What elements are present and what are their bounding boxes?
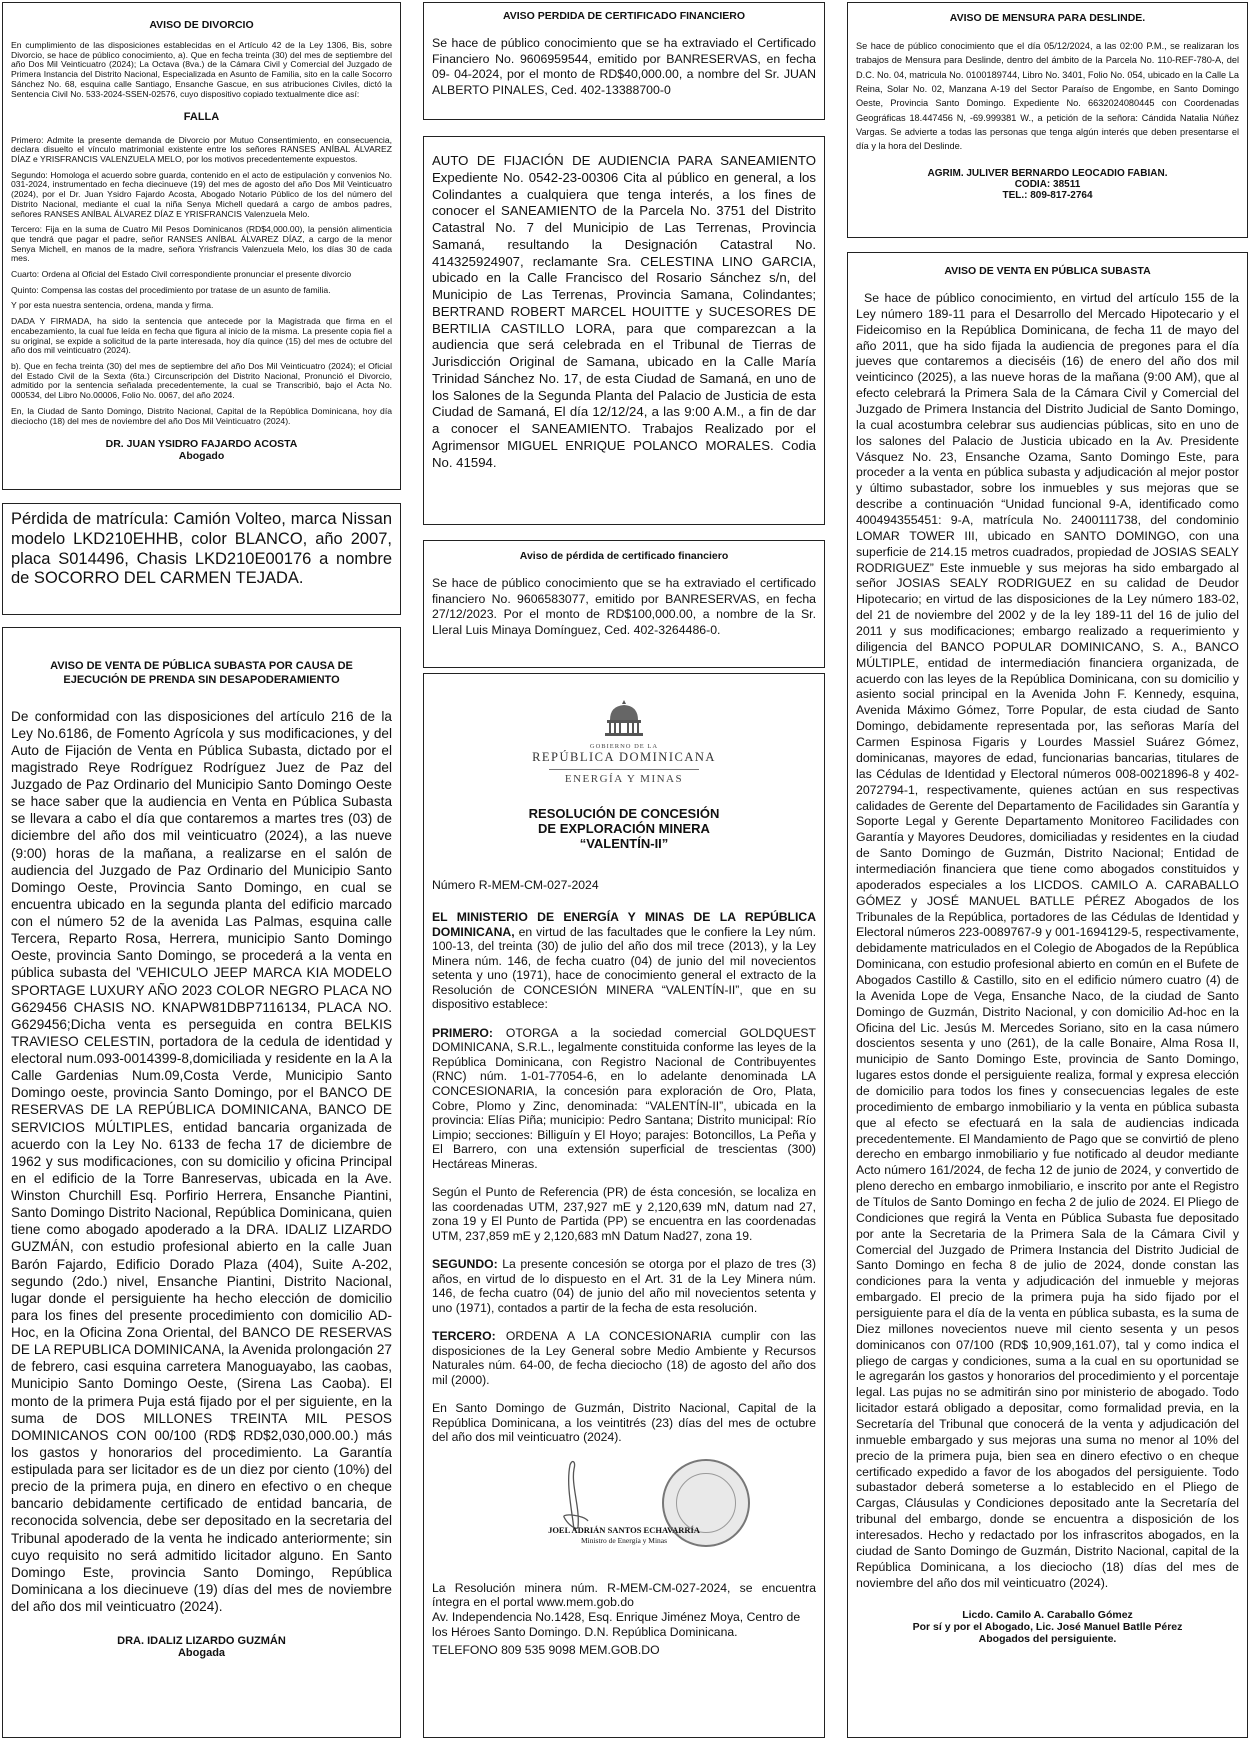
plate-loss-notice (2, 503, 401, 615)
resolution-paragraph (432, 1329, 816, 1387)
certificate-loss-title-1: AVISO PERDIDA DE CERTIFICADO FINANCIERO (502, 10, 746, 22)
property-auction-notice (847, 252, 1248, 1738)
ministry-address: Av. Independencia No.1428, Esq. Enrique Jiménez Moya, Centro de los Héroes Santo Domingo. D.N. República Dominicana. (432, 1610, 801, 1639)
divorce-paragraph: Y por esta nuestra sentencia, ordena, manda y firma. (11, 300, 214, 311)
certificate-loss-notice-2 (423, 540, 825, 668)
ministry-logo (432, 698, 816, 785)
mining-resolution-notice (423, 673, 825, 1738)
certificate-loss-title-2: Aviso de pérdida de certificado financiero (519, 550, 729, 562)
handwritten-signature-icon (544, 1455, 604, 1535)
logo-sub: ENERGÍA Y MINAS (564, 773, 684, 785)
divorce-paragraph: Primero: Admite la presente demanda de Divorcio por Mutuo Consentimiento, en consecuencia, declara disuelto el vínculo matrimonial existente entre los señores RANSES ANÍBAL ÁLVAREZ DÍAZ e YRISFRANCIS VALENZUELA MELO, por los motivos precedentemente expuestos. (11, 134, 392, 165)
pledge-auction-notice (2, 627, 401, 1738)
minister-role: Ministro de Energía y Minas (580, 1535, 668, 1545)
survey-body: Se hace de público conocimiento que el día 05/12/2024, a las 02:00 P.M., se realizaran los trabajos de Mensura para Deslinde, dentro del ámbito de la Parcela No. 110-REF-780-A, del D.C. No. 04, matricula No. 0100189744, Libro No. 3401, Folio No. 054, ubicado en la Calle La Reina, Solar No. 02, Manzana A-19 del Sector Paraíso de Engombe, en Santo Domingo Oeste, Provincia Santo Domingo. Expediente No. 6632024080445 con Coordenadas Geográficas 18.447456 N, -69.999381 W., a petición de la señora: Cándida Natalia Núñez Vargas. Se advierte a todas las personas que tenga algún interés que deben presentarse el día y la hora del Deslinde. (856, 41, 1239, 152)
resolution-number: Número R-MEM-CM-027-2024 (432, 877, 599, 892)
logo-top: GOBIERNO DE LA (589, 743, 659, 750)
divorce-paragraph: Segundo: Homologa el acuerdo sobre guarda, contenido en el acto de estipulación y convenios No. 031-2024, instrumentado en fecha diecinueve (19) del mes de agosto del año Dos Mil Veinticuatro (2024), por el Dr. Juan Ysidro Fajardo Acosta, Abogado Notario Público de los del número del Distrito Nacional, mediante el cual la niña Senya Michell quedará a cargo de ambos padres, señores RANSES ANÍBAL ÁLVAREZ DÍAZ E YRISFRANCIS Valenzuela Melo. (11, 169, 392, 219)
property-auction-title: AVISO DE VENTA EN PÚBLICA SUBASTA (944, 265, 1151, 277)
property-auction-signer-2: Por sí y por el Abogado, Lic. José Manuel Batlle Pérez (912, 1621, 1183, 1634)
minister-name: JOEL ADRIÁN SANTOS ECHAVARRÍA (548, 1524, 700, 1535)
divorce-intro: En cumplimiento de las disposiciones establecidas en el Artículo 42 de la Ley 1306, Bis, sobre Divorcio, se hace de público conocimiento, a). Que en fecha treinta (30) del mes de septiembre del año Dos Mil Veinticuatro (2024); La Octava (8va.) de la Cámara Civil y Comercial del Juzgado de Primera Instancia del Distrito Nacional, Especializada en Asunto de Familia, sito en la calle Socorro Sánchez No. 68, esquina calle Santiago, Ensanche Gascue, en sus atribuciones Civiles, dictó la Sentencia Civil No. 533-2024-SSEN-02576, cuyo dispositivo copiado textualmente dice así: (11, 40, 392, 99)
ministry-phone: TELEFONO 809 535 9098 MEM.GOB.DO (432, 1643, 660, 1658)
divorce-paragraph: DADA Y FIRMADA, ha sido la sentencia que antecede por la Magistrada que firma en el encabezamiento, la cual fue leída en fecha que figura al inicio de la misma. La presente copia fiel a su original, se expide a solicitud de la parte interesada, hoy día quince (15) del mes de octubre del año dos mil veinticuatro (2024). (11, 316, 392, 356)
resolution-ministry-name: EL MINISTERIO DE ENERGÍA Y MINAS DE LA REPÚBLICA DOMINICANA, (432, 910, 816, 939)
sanitation-hearing-notice (423, 136, 825, 525)
resolution-paragraph: Según el Punto de Referencia (PR) de ésta concesión, se localiza en las coordenadas UTM, 237,927 mE y 2,120,639 mN, datum nad 27, zona 19 y El Punto de Partida (PP) se encuentra en las coordenadas UTM, 237,859 mE y 2,120,683 mN Datum Nad27, zona 19. (432, 1185, 816, 1243)
property-auction-signer-3: Abogados del persiguiente. (978, 1633, 1117, 1646)
minister-signature-block (432, 1455, 816, 1567)
resolution-paragraph (432, 1026, 816, 1171)
divorce-paragraph: En, la Ciudad de Santo Domingo, Distrito Nacional, Capital de la República Dominicana, hoy día dieciocho (18) del mes de noviembre del año Dos Mil Veinticuatro (2024). (11, 405, 392, 426)
pledge-auction-signer: DRA. IDALIZ LIZARDO GUZMÁN (117, 1635, 286, 1648)
pledge-auction-body: De conformidad con las disposiciones del artículo 216 de la Ley No.6186, de Fomento Agrícola y sus modificaciones, y del Auto de Fijación de Venta en Pública Subasta, dictado por el magistrado Reye Rodríguez Rodríguez Juez de Paz del Juzgado de Paz Ordinario del Municipio Santo Domingo Oeste se hace saber que la audiencia en Venta en Pública Subasta se llevara a cabo el día que contaremos a martes tres (03) de diciembre del año dos mil veinticuatro (2024), a las nueve (9:00) horas de la mañana, a realizarse en el salón de audiencia del Juzgado de Paz Ordinario del Municipio Santo Domingo Oeste, Provincia Santo Domingo, en cual se encuentra ubicado en la segunda planta del edificio marcado con el número 52 de la avenida Las Palmas, esquina calle Tercera, Reparto Rosa, Herrera, municipio Santo Domingo Oeste, provincia Santo Domingo, se procederá a la venta en pública subasta del 'VEHICULO JEEP MARCA KIA MODELO SPORTAGE LUXURY AÑO 2023 COLOR NEGRO PLACA NO G629456 CHASIS NO. KNAPW81DBP7116134, PLACA NO. G629456;Dicha venta es perseguida en contra BELKIS TRAVIESO CELESTIN, portadora de la cedula de identidad y electoral num.093-0014399-8,domiciliada y residente en la A la Calle Gardenias Num.09,Costa Verde, Municipio Santo Domingo oeste, provincia Santo Domingo, por el BANCO DE RESERVAS DE LA REPÚBLICA DOMINICANA, BANCO DE SERVICIOS MÚLTIPLES, entidad bancaria organizada de acuerdo con la Ley No. 6133 de fecha 17 de diciembre de 1962 y sus modificaciones, con su domicilio y oficina Principal en el edificio de la Torre Banreservas, ubicada en la Ave. Winston Churchill Esq. Porfirio Herrera, Ensanche Piantini, Santo Domingo Distrito Nacional, República Dominicana, quien tiene como abogado apoderado a la DRA. IDALIZ LIZARDO GUZMÁN, con estudio profesional abierto en la calle Juan Barón Fajardo, Edificio Dorado Plaza (404), Suite A-202, segundo (2do.) nivel, Ensanche Piantini, Distrito Nacional, lugar donde el persiguiente ha hecho elección de domicilio para los fines del presente procedimiento con domicilio AD-Hoc, en la Oficina Zona Oriental, del BANCO DE RESERVAS DE LA REPUBLICA DOMINICANA, la Avenida prolongación 27 de febrero, casi esquina carretera Manoguayabo, las caobas, Municipio Santo Domingo Oeste, (Sirena Las Caoba). El monto de la primera Puja está fijado por el per siguiente, en la suma de DOS MILLONES TREINTA MIL PESOS DOMINICANOS CON 00/100 (RD$ RD$2,030,000.00.) más los gastos y honorarios del procedimiento. La Garantía estipulada para ser licitador es de un diez por ciento (10%) del precio de la primera puja, en dinero en efectivo o en cheque bancario debidamente certificado de entidad bancaria, de reconocida solvencia, debe ser depositado en la secretaria del Tribunal apoderado de la venta he indicado anteriormente; sin cuyo requisito no será admitido licitador alguno. En Santo Domingo Este, provincia Santo Domingo, República Dominicana a los diecinueve (19) días del mes de noviembre del año dos mil veinticuatro (2024). (11, 708, 392, 1614)
divorce-signer: DR. JUAN YSIDRO FAJARDO ACOSTA (105, 438, 298, 451)
resolution-article-label: TERCERO: (432, 1329, 496, 1344)
resolution-article-label: PRIMERO: (432, 1025, 493, 1040)
certificate-loss-body-1: Se hace de público conocimiento que se ha extraviado el Certificado Financiero No. 9606959544, emitido por BANRESERVAS, en fecha 09- 04-2024, por el monto de RD$40,000.00, a nombre del Sr. JUAN ALBERTO PINALES, Ced. 402-13388700-0 (432, 36, 816, 98)
resolution-paragraph (432, 1257, 816, 1315)
resolution-title-2: DE EXPLORACIÓN MINERA (538, 820, 710, 836)
resolution-portal-note: La Resolución minera núm. R-MEM-CM-027-2024, se encuentra íntegra en el portal www.mem.gob.do (432, 1580, 816, 1610)
survey-signer: AGRIM. JULIVER BERNARDO LEOCADIO FABIAN. (927, 167, 1168, 179)
divorce-paragraph: Cuarto: Ordena al Oficial del Estado Civil correspondiente pronunciar el presente divorcio (11, 269, 352, 280)
plate-loss-text: Pérdida de matrícula: Camión Volteo, marca Nissan modelo LKD210EHHB, color BLANCO, año 2007, placa S014496, Chasis LKD210E00176 a nombre de SOCORRO DEL CARMEN TEJADA. (11, 510, 392, 588)
survey-notice (847, 2, 1248, 238)
resolution-paragraph (432, 910, 816, 1012)
survey-title: AVISO DE MENSURA PARA DESLINDE. (949, 12, 1146, 24)
resolution-paragraph-text: en virtud de las facultades que le confiere la Ley núm. 100-13, del treinta (30) de julio del año dos mil trece (2013), y la Ley Minera núm. 146, de fecha cuatro (04) de junio del mil novecientos setenta y uno (1971), hace de conocimiento general el extracto de la Resolución de CONCESIÓN MINERA “VALENTÍN-II”, que en su dispositivo establece: (432, 924, 816, 1012)
resolution-title-3: “VALENTÍN-II” (579, 835, 669, 851)
divorce-title: AVISO DE DIVORCIO (149, 19, 254, 31)
resolution-title-1: RESOLUCIÓN DE CONCESIÓN (528, 806, 720, 821)
divorce-signer-role: Abogado (178, 450, 225, 463)
logo-main: REPÚBLICA DOMINICANA (532, 750, 716, 764)
property-auction-body: Se hace de público conocimiento, en virtud del artículo 155 de la Ley número 189-11 para el Desarrollo del Mercado Hipotecario y el Fideicomiso en la República Dominicana, de fecha 11 de mayo del año 2011, que ha sido fijada la audiencia de pregones para el día jueves que contaremos a dieciséis (16) de enero del año dos mil veinticinco (2025), a las nueve horas de la mañana (9:00 AM), que al efecto celebrará la Primera Sala de la Cámara Civil y Comercial del Juzgado de Primera Instancia del Distrito Judicial de Santo Domingo, la cual acostumbra celebrar sus audiencias públicas, sito en uno de los salones del Palacio de Justicia ubicado en la Av. Presidente Vásquez No. 23, Ensanche Ozama, Santo Domingo Este, para proceder a la venta en pública subasta y adjudicación al mejor postor y último subastador, sobre los inmuebles y sus mejoras que se describe a continuación “Unidad funcional 9-A, identificado como 400494355451: 9-A, matrícula No. 2400111738, del condominio LOMAR TOWER III, ubicado en SANTO DOMINGO, con una superficie de 214.15 metros cuadrados, propiedad de JOSIAS SEALY RODRIGUEZ” Este inmueble y sus mejoras ha sido embargado al señor JOSIAS SEALY RODRIGUEZ en su calidad de Deudor Hipotecario; en virtud de las disposiciones de la Ley número 183-02, del 21 de noviembre del 2002 y de la ley 189-11 del 16 de julio del 2011 y sus modificaciones; embargo realizado a requerimiento y diligencia del BANCO POPULAR DOMINICANO, S. A., BANCO MÚLTIPLE, entidad de intermediación financiera organizada, de acuerdo con las leyes de la República Dominicana, con su domicilio y asiento social principal en la Avenida John F. Kennedy, esquina, Avenida Máximo Gómez, Torre Popular, de esta ciudad de Santo Domingo, debidamente representada por, las señoras María del Carmen Espinosa Figaris y Lourdes Massiel Suárez Gómez, dominicanas, mayores de edad, funcionarias bancarias, titulares de las Cédulas de Identidad y Electoral números 008-0021896-8 y 402-2072794-1, respectivamente, quienes actúan en sus respectivas calidades de Gerente del Departamento de Facilidades sin Garantía y Soporte Legal y Gerente Departamento Monitoreo Facilidades con Garantía y Mayores Deudores, domiciliadas y residentes en la ciudad de Santo Domingo de Guzmán, Distrito Nacional; Entidad de intermediación financiera que tiene como abogados constituidos y apoderados especiales a los LICDOS. CAMILO A. CARABALLO GÓMEZ y JOSÉ MANUEL BATLLE PÉREZ Abogados de los Tribunales de la República, portadores de las Cédulas de Identidad y Electoral números 223-0089767-9 y 001-1694129-5, respectivamente, debidamente matriculados en el Colegio de Abogados de la República Dominicana, con estudio profesional abierto en común en el Bufete de Abogados Castillo & Castillo, sito en el edificio número cuatro (4) de la Avenida Lope de Vega, Ensanche Naco, de la ciudad de Santo Domingo de Guzmán, Distrito Nacional, y con domicilio Ad-hoc en la Oficina del Lic. Jesús M. Mercedes Soriano, sito en la casa número doscientos sesenta y uno (261), de la calle Bonaire, Alma Rosa II, municipio de Santo Domingo Este, provincia de Santo Domingo, lugares estos donde el persiguiente realiza, formal y expresa elección de domicilio para todos los fines y consecuencias legales de este procedimiento de embargo inmobiliario y la venta en pública subasta que al efecto se efectuará en la sala de audiencias indicada precedentemente. El Mandamiento de Pago que se convirtió de pleno derecho en embargo inmobiliario y fue notificado al deudor mediante Acto número 161/2024, de fecha 12 de junio de 2024, y convertido de pleno derecho en embargo inmobiliario, e inscrito por ante el Registro de Títulos de Santo Domingo en fecha 2 de julio de 2024. El Pliego de Condiciones que regirá la Venta en Pública Subasta fue depositado por ante la Secretaria de la Primera Sala de la Cámara Civil y Comercial del Juzgado de Primera Instancia del Distrito Judicial de Santo Domingo en fecha 8 de julio de 2024, donde constan las condiciones para la venta y adjudicación del inmueble y mejoras embargado. El precio de la primera puja ha sido fijado por el persiguiente para el día de la venta en pública subasta, es la suma de Diez millones novecientos nueve mil ciento sesenta y un pesos dominicanos con 07/100 (RD$ 10,909,161.07), tal y como indica el pliego de cargas y condiciones, suma a la cual en su oportunidad se le agregarán los gastos y honorarios del procedimiento y el porcentaje legal. Las pujas no se admitirán sino por ministerio de abogado. Todo licitador estará obligado a depositar, como formalidad previa, en la Secretaría del Tribunal que conocerá de la venta y adjudicación del inmueble embargado y sus mejoras una suma no menor al 10% del precio de la primera puja, bien sea en dinero efectivo o en cheque certificado expedido a favor de los abogados del persiguiente. Todo subastador deberá someterse a lo establecido en el Pliego de Cargas, Cláusulas y Condiciones depositado ante la Secretaría del tribunal del embargo, donde se encuentra a disposición de los interesados. Hecho y redactado por los infrascritos abogados, en la ciudad de Santo Domingo de Guzmán, Distrito Nacional, capital de la República Dominicana, a los dieciocho (18) días del mes de noviembre del año dos mil veinticuatro (2024). (856, 291, 1239, 1590)
pledge-auction-signer-role: Abogada (177, 1647, 226, 1660)
divorce-paragraph: Quinto: Compensa las costas del procedimiento por tratase de un asunto de familia. (11, 284, 331, 295)
resolution-paragraph-text: ORDENA A LA CONCESIONARIA cumplir con las disposiciones de la Ley General sobre Medio Ambiente y Recursos Naturales núm. 64-00, de fecha dieciocho (18) de agosto del año dos mil (2000). (432, 1329, 816, 1387)
national-palace-icon (601, 698, 647, 738)
resolution-paragraph: En Santo Domingo de Guzmán, Distrito Nacional, Capital de la República Dominicana, a los veintitrés (23) días del mes de octubre del año dos mil veinticuatro (2024). (432, 1401, 816, 1445)
survey-codia: CODIA: 38511 (1014, 178, 1081, 190)
resolution-article-label: SEGUNDO: (432, 1257, 498, 1272)
divorce-paragraph: b). Que en fecha treinta (30) del mes de septiembre del año Dos Mil Veinticuatro (2024); el Oficial del Estado Civil de la Sexta (6ta.) Circunscripción del Distrito Nacional, Pronunció el Divorcio, admitido por la sentencia señalada precedentemente, la cual se Transcribió, bajo el Acta No. 000534, del Libro No.00006, Folio No. 0067, del año 2024. (11, 361, 392, 401)
divorce-paragraph: Tercero: Fija en la suma de Cuatro Mil Pesos Dominicanos (RD$4,000.00), la pensión alimenticia que tendrá que pagar el padre, señor RANSES ANÍBAL ÁLVAREZ DÍAZ, a cargo de la menor Senya Michell, en manos de la madre, señora Yrisfrancis Valenzuela Melo, los días 30 de cada mes. (11, 224, 392, 264)
certificate-loss-body-2: Se hace de público conocimiento que se ha extraviado el certificado financiero No. 9606583077, emitido por BANRESERVAS, en fecha 27/12/2023. Por el monto de RD$100,000.00, a nombre de la Sr. Lleral Luis Minaya Domínguez, Ced. 402-3264486-0. (432, 576, 816, 638)
survey-phone: TEL.: 809-817-2764 (1002, 189, 1093, 201)
resolution-paragraph-text: La presente concesión se otorga por el plazo de tres (3) años, en virtud de lo dispuesto en el Art. 31 de la Ley Minera núm. 146, de fecha cuatro (04) de junio del año mil novecientos setenta y uno (1971), contados a partir de la fecha de esta resolución. (432, 1257, 816, 1315)
divorce-notice (2, 2, 401, 490)
divorce-falla: FALLA (183, 111, 220, 124)
pledge-auction-title: AVISO DE VENTA DE PÚBLICA SUBASTA POR CAUSA DE EJECUCIÓN DE PRENDA SIN DESAPODERAMIENTO (50, 660, 353, 686)
property-auction-signer: Licdo. Camilo A. Caraballo Gómez (962, 1609, 1133, 1622)
sanitation-hearing-body: AUTO DE FIJACIÓN DE AUDIENCIA PARA SANEAMIENTO Expediente No. 0542-23-00306 Cita al público en general, a los Colindantes a cualquiera que tenga interés, a los fines de conocer el SANEAMIENTO de la Parcela No. 3751 del Distrito Catastral No. 7 del Municipio de Las Terrenas, Provincia Samaná, resultando la Designación Catastral No. 414325924907, reclamante Sra. CELESTINA LINO GARCIA, ubicado en la Calle Francisco del Rosario Sánchez s/n, del Municipio de Las Terrenas, Provincia Samana, Colindantes; BERTRAND ROBERT MARCEL HOUITTE y SUCESORES DE BERTILIA CASTILLO LORA, para que comparezcan a la audiencia que será celebrada en el Tribunal de Tierras de Jurisdicción Original de Samana, ubicado en la Calle María Trinidad Sánchez No. 17, de esta Ciudad de Samaná, en uno de los Salones de la Segunda Planta del Palacio de Justicia de esta Ciudad de Samaná, El día 12/12/24, a las 9:00 A.M., a fin de dar a conocer el SANEAMIENTO. Trabajos Realizado por el Agrimensor MIGUEL ENRIQUE POLANCO MORALES. Codia No. 41594. (432, 153, 816, 470)
certificate-loss-notice-1 (423, 2, 825, 120)
resolution-paragraph-text: OTORGA a la sociedad comercial GOLDQUEST DOMINICANA, S.R.L., legalmente constituida conforme las leyes de la República Dominicana, con Registro Nacional de Contribuyentes (RNC) núm. 1-01-77054-6, en lo adelante denominada LA CONCESIONARIA, la concesión para exploración de Oro, Plata, Cobre, Plomo y Zinc, denominada: “VALENTÍN-II”, ubicada en la provincia: Elías Piña; municipio: Pedro Santana; Distrito municipal: Río Limpio; secciones: Billiguín y El Hoyo; parajes: Botoncillos, La Peña y El Barrero, con una extensión superficial de trescientas (300) Hectáreas Mineras. (432, 1025, 816, 1171)
